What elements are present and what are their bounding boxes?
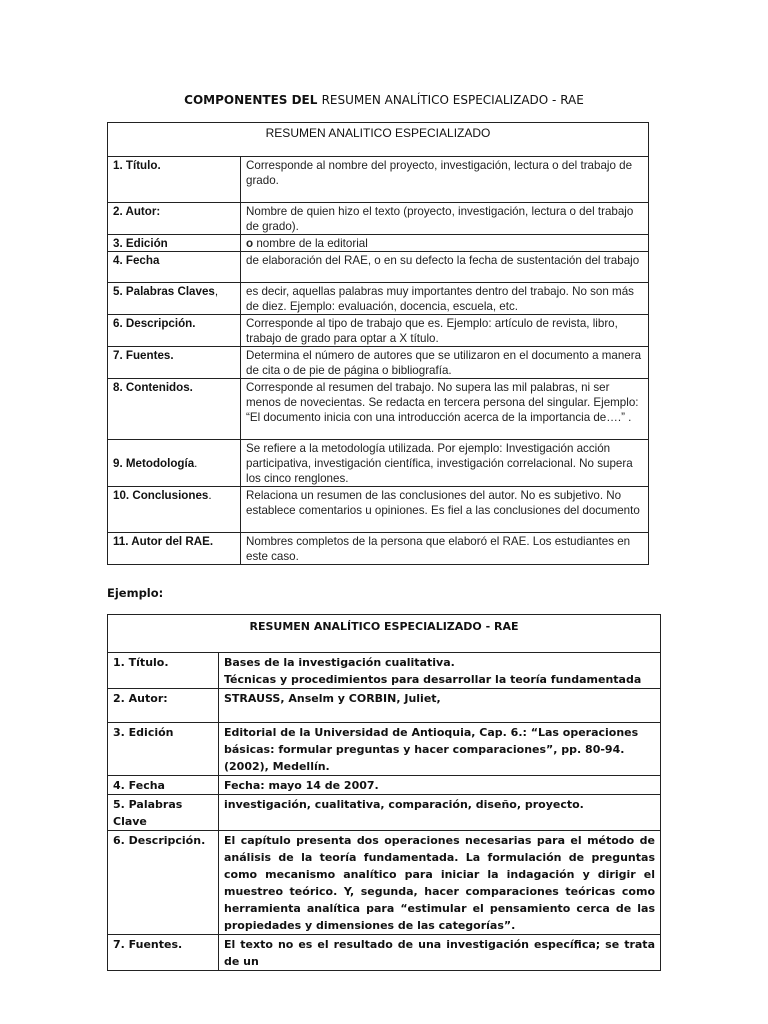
- row-value: de elaboración del RAE, o en su defecto la fecha de sustentación del trabajo: [241, 252, 649, 283]
- row-label: 8. Contenidos.: [108, 379, 241, 440]
- row-label: 3. Edición: [108, 235, 241, 252]
- row-value: investigación, cualitativa, comparación, diseño, proyecto.: [219, 795, 661, 831]
- row-label: 4. Fecha: [108, 252, 241, 283]
- row-label: [108, 487, 241, 533]
- row-label: 2. Autor:: [108, 689, 219, 723]
- example-label: Ejemplo:: [107, 586, 164, 600]
- rae-components-table: [107, 122, 649, 565]
- row-label: [108, 440, 241, 487]
- row-value: es decir, aquellas palabras muy importantes dentro del trabajo. No son más de diez. Ejemplo: evaluación, docencia, escuela, etc.: [241, 283, 649, 315]
- row-value: Bases de la investigación cualitativa. Técnicas y procedimientos para desarrollar la teoría fundamentada: [219, 653, 661, 689]
- row-label-text: 10. Conclusiones: [113, 489, 209, 502]
- rae-example-table: [107, 614, 661, 971]
- page-title-part1: COMPONENTES DEL: [184, 93, 322, 107]
- row-value: Corresponde al nombre del proyecto, investigación, lectura o del trabajo de grado.: [241, 157, 649, 203]
- row-value: Fecha: mayo 14 de 2007.: [219, 776, 661, 795]
- row-value-rest: nombre de la editorial: [253, 237, 368, 250]
- row-label: 7. Fuentes.: [108, 347, 241, 379]
- row-value: STRAUSS, Anselm y CORBIN, Juliet,: [219, 689, 661, 723]
- row-label: 11. Autor del RAE.: [108, 533, 241, 565]
- row-value: El texto no es el resultado de una investigación específica; se trata de un: [219, 935, 661, 971]
- row-label: 5. Palabras Clave: [108, 795, 219, 831]
- row-label-text: 5. Palabras Claves: [113, 285, 215, 298]
- row-label-suffix: ,: [214, 285, 219, 298]
- row-value: Determina el número de autores que se utilizaron en el documento a manera de cita o de pie de página o bibliografía.: [241, 347, 649, 379]
- row-label-suffix: .: [194, 457, 198, 470]
- row-label: 2. Autor:: [108, 203, 241, 235]
- row-label: 1. Título.: [108, 157, 241, 203]
- row-value: Nombre de quien hizo el texto (proyecto, investigación, lectura o del trabajo de grado).: [241, 203, 649, 235]
- row-value: [241, 235, 649, 252]
- page-title-part2: RESUMEN ANALÍTICO ESPECIALIZADO - RAE: [321, 93, 584, 107]
- row-value: Corresponde al tipo de trabajo que es. Ejemplo: artículo de revista, libro, trabajo de grado para optar a X título.: [241, 315, 649, 347]
- table1-header: RESUMEN ANALITICO ESPECIALIZADO: [108, 123, 649, 157]
- row-label-suffix: .: [208, 489, 212, 502]
- row-value: Se refiere a la metodología utilizada. Por ejemplo: Investigación acción participativa, investigación científica, investigación correlacional. No supera los cinco renglones.: [241, 440, 649, 487]
- row-value: Editorial de la Universidad de Antioquia, Cap. 6.: “Las operaciones básicas: formular preguntas y hacer comparaciones”, pp. 80-94.(2002), Medellín.: [219, 723, 661, 776]
- row-label: [108, 283, 241, 315]
- row-value: Corresponde al resumen del trabajo. No supera las mil palabras, ni ser menos de novecientas. Se redacta en tercera persona del singular. Ejemplo: “El documento inicia con una introducción acerca de la importancia de….” .: [241, 379, 649, 440]
- row-label-text: 9. Metodología: [113, 457, 195, 470]
- page-title: [0, 93, 768, 107]
- row-label: 7. Fuentes.: [108, 935, 219, 971]
- row-label: 3. Edición: [108, 723, 219, 776]
- row-value: Relaciona un resumen de las conclusiones del autor. No es subjetivo. No establece comentarios u opiniones. Es fiel a las conclusiones del documento: [241, 487, 649, 533]
- row-label: 1. Título.: [108, 653, 219, 689]
- row-label: 6. Descripción.: [108, 315, 241, 347]
- row-value-bold: o: [246, 237, 254, 250]
- row-value: El capítulo presenta dos operaciones necesarias para el método de análisis de la teoría fundamentada. La formulación de preguntas como mecanismo analítico para iniciar la indagación y dirigir el muestreo teórico. Y, segunda, hacer comparaciones teóricas como herramienta analítica para “estimular el pensamiento cerca de las propiedades y dimensiones de las categorías”.: [219, 831, 661, 935]
- row-label: 6. Descripción.: [108, 831, 219, 935]
- table2-header: RESUMEN ANALÍTICO ESPECIALIZADO - RAE: [108, 615, 661, 653]
- row-value: Nombres completos de la persona que elaboró el RAE. Los estudiantes en este caso.: [241, 533, 649, 565]
- row-label: 4. Fecha: [108, 776, 219, 795]
